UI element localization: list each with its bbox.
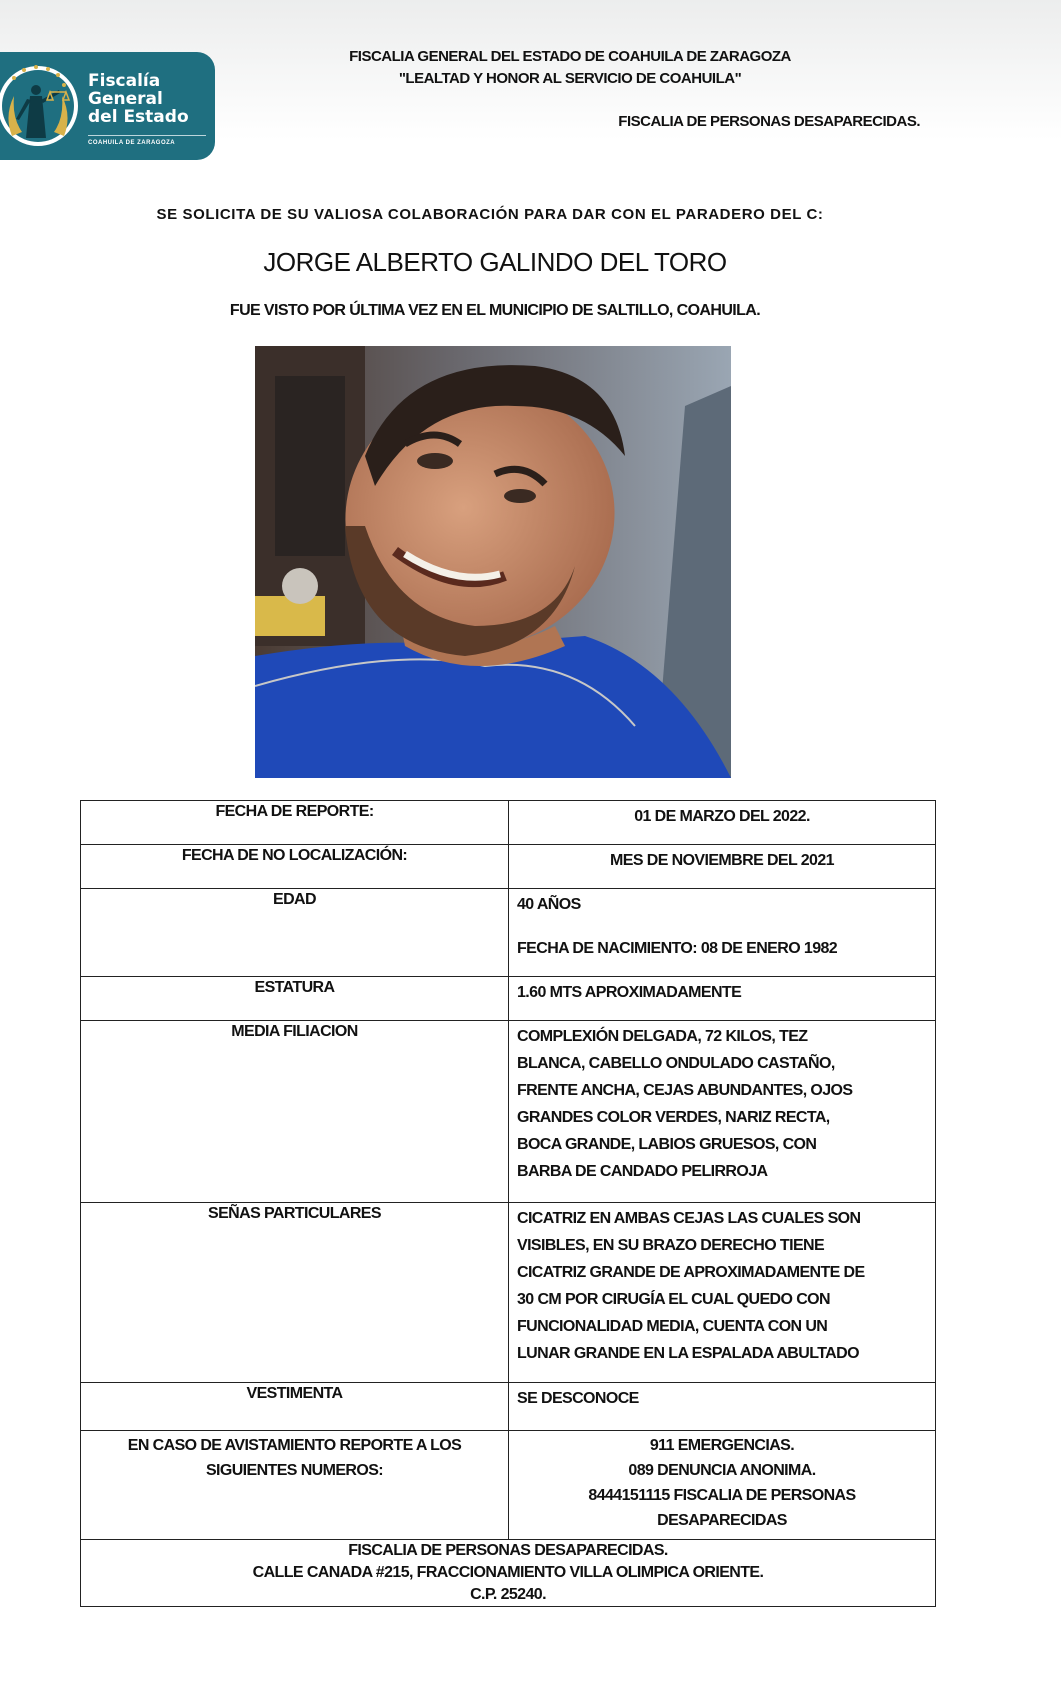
last-seen-location: FUE VISTO POR ÚLTIMA VEZ EN EL MUNICIPIO DE SALTILLO, COAHUILA. [229, 302, 761, 319]
table-row-age [81, 889, 936, 977]
missing-person-details-table [80, 800, 936, 1607]
contact-line-fiscalia: 8444151115 FISCALIA DE PERSONAS [588, 1487, 856, 1504]
table-row-marks [81, 1203, 936, 1383]
logo-line-3: del Estado [88, 107, 189, 127]
contact-line-fiscalia-cont: DESAPARECIDAS [657, 1512, 787, 1529]
institution-title: FISCALIA GENERAL DEL ESTADO DE COAHUILA DE ZARAGOZA [349, 48, 791, 65]
department-title: FISCALIA DE PERSONAS DESAPARECIDAS. [618, 113, 920, 130]
description-line: BARBA DE CANDADO PELIRROJA [517, 1163, 768, 1180]
table-row-footer [81, 1540, 936, 1607]
footer-line: FISCALIA DE PERSONAS DESAPARECIDAS. [348, 1542, 668, 1559]
fiscalia-logo [0, 52, 215, 160]
description-line: COMPLEXIÓN DELGADA, 72 KILOS, TEZ [517, 1028, 808, 1045]
table-row-report-date [81, 801, 936, 845]
height-label: ESTATURA [81, 977, 509, 1021]
marks-line: VISIBLES, EN SU BRAZO DERECHO TIENE [517, 1237, 825, 1254]
footer-line: CALLE CANADA #215, FRACCIONAMIENTO VILLA OLIMPICA ORIENTE. [252, 1564, 764, 1581]
institution-motto: "LEALTAD Y HONOR AL SERVICIO DE COAHUILA" [398, 70, 742, 87]
table-row-contact [81, 1431, 936, 1540]
age-value: 40 AÑOS [517, 896, 581, 913]
description-line: GRANDES COLOR VERDES, NARIZ RECTA, [517, 1109, 830, 1126]
justice-emblem-icon [0, 56, 84, 156]
table-row-clothing [81, 1383, 936, 1431]
table-row-height [81, 977, 936, 1021]
logo-text [88, 72, 189, 126]
marks-line: FUNCIONALIDAD MEDIA, CUENTA CON UN [517, 1318, 828, 1335]
contact-label [81, 1431, 509, 1540]
footer-address [81, 1540, 936, 1607]
person-name: JORGE ALBERTO GALINDO DEL TORO [263, 247, 727, 277]
contact-label-line: EN CASO DE AVISTAMIENTO REPORTE A LOS [127, 1437, 462, 1454]
logo-line-1: Fiscalía [88, 71, 161, 91]
logo-line-2: General [88, 89, 163, 109]
report-date-value: 01 DE MARZO DEL 2022. [509, 801, 936, 845]
clothing-value: SE DESCONOCE [509, 1383, 936, 1431]
description-cell [509, 1021, 936, 1203]
marks-line: LUNAR GRANDE EN LA ESPALADA ABULTADO [517, 1345, 859, 1362]
logo-subtitle: COAHUILA DE ZARAGOZA [88, 140, 176, 146]
table-row-missing-date [81, 845, 936, 889]
contact-line-emergency: 911 EMERGENCIAS. [649, 1437, 795, 1454]
marks-line: CICATRIZ EN AMBAS CEJAS LAS CUALES SON [517, 1210, 861, 1227]
birth-date-value: FECHA DE NACIMIENTO: 08 DE ENERO 1982 [517, 940, 838, 957]
description-line: FRENTE ANCHA, CEJAS ABUNDANTES, OJOS [517, 1082, 853, 1099]
marks-line: 30 CM POR CIRUGÍA EL CUAL QUEDO CON [517, 1291, 830, 1308]
description-label: MEDIA FILIACION [81, 1021, 509, 1203]
age-cell [509, 889, 936, 977]
description-line: BLANCA, CABELLO ONDULADO CASTAÑO, [517, 1055, 835, 1072]
missing-date-value: MES DE NOVIEMBRE DEL 2021 [509, 845, 936, 889]
height-value: 1.60 MTS APROXIMADAMENTE [509, 977, 936, 1021]
report-date-label: FECHA DE REPORTE: [81, 801, 509, 845]
description-line: BOCA GRANDE, LABIOS GRUESOS, CON [517, 1136, 817, 1153]
person-photo [255, 346, 731, 778]
footer-line: C.P. 25240. [470, 1586, 546, 1603]
contact-numbers [509, 1431, 936, 1540]
contact-label-line: SIGUIENTES NUMEROS: [205, 1462, 384, 1479]
table-row-description [81, 1021, 936, 1203]
marks-label: SEÑAS PARTICULARES [81, 1203, 509, 1383]
age-label: EDAD [81, 889, 509, 977]
marks-cell [509, 1203, 936, 1383]
missing-date-label: FECHA DE NO LOCALIZACIÓN: [81, 845, 509, 889]
marks-line: CICATRIZ GRANDE DE APROXIMADAMENTE DE [517, 1264, 865, 1281]
clothing-label: VESTIMENTA [81, 1383, 509, 1431]
collaboration-request: SE SOLICITA DE SU VALIOSA COLABORACIÓN PARA DAR CON EL PARADERO DEL C: [156, 206, 824, 223]
contact-line-anonymous: 089 DENUNCIA ANONIMA. [628, 1462, 816, 1479]
logo-divider [88, 135, 206, 136]
